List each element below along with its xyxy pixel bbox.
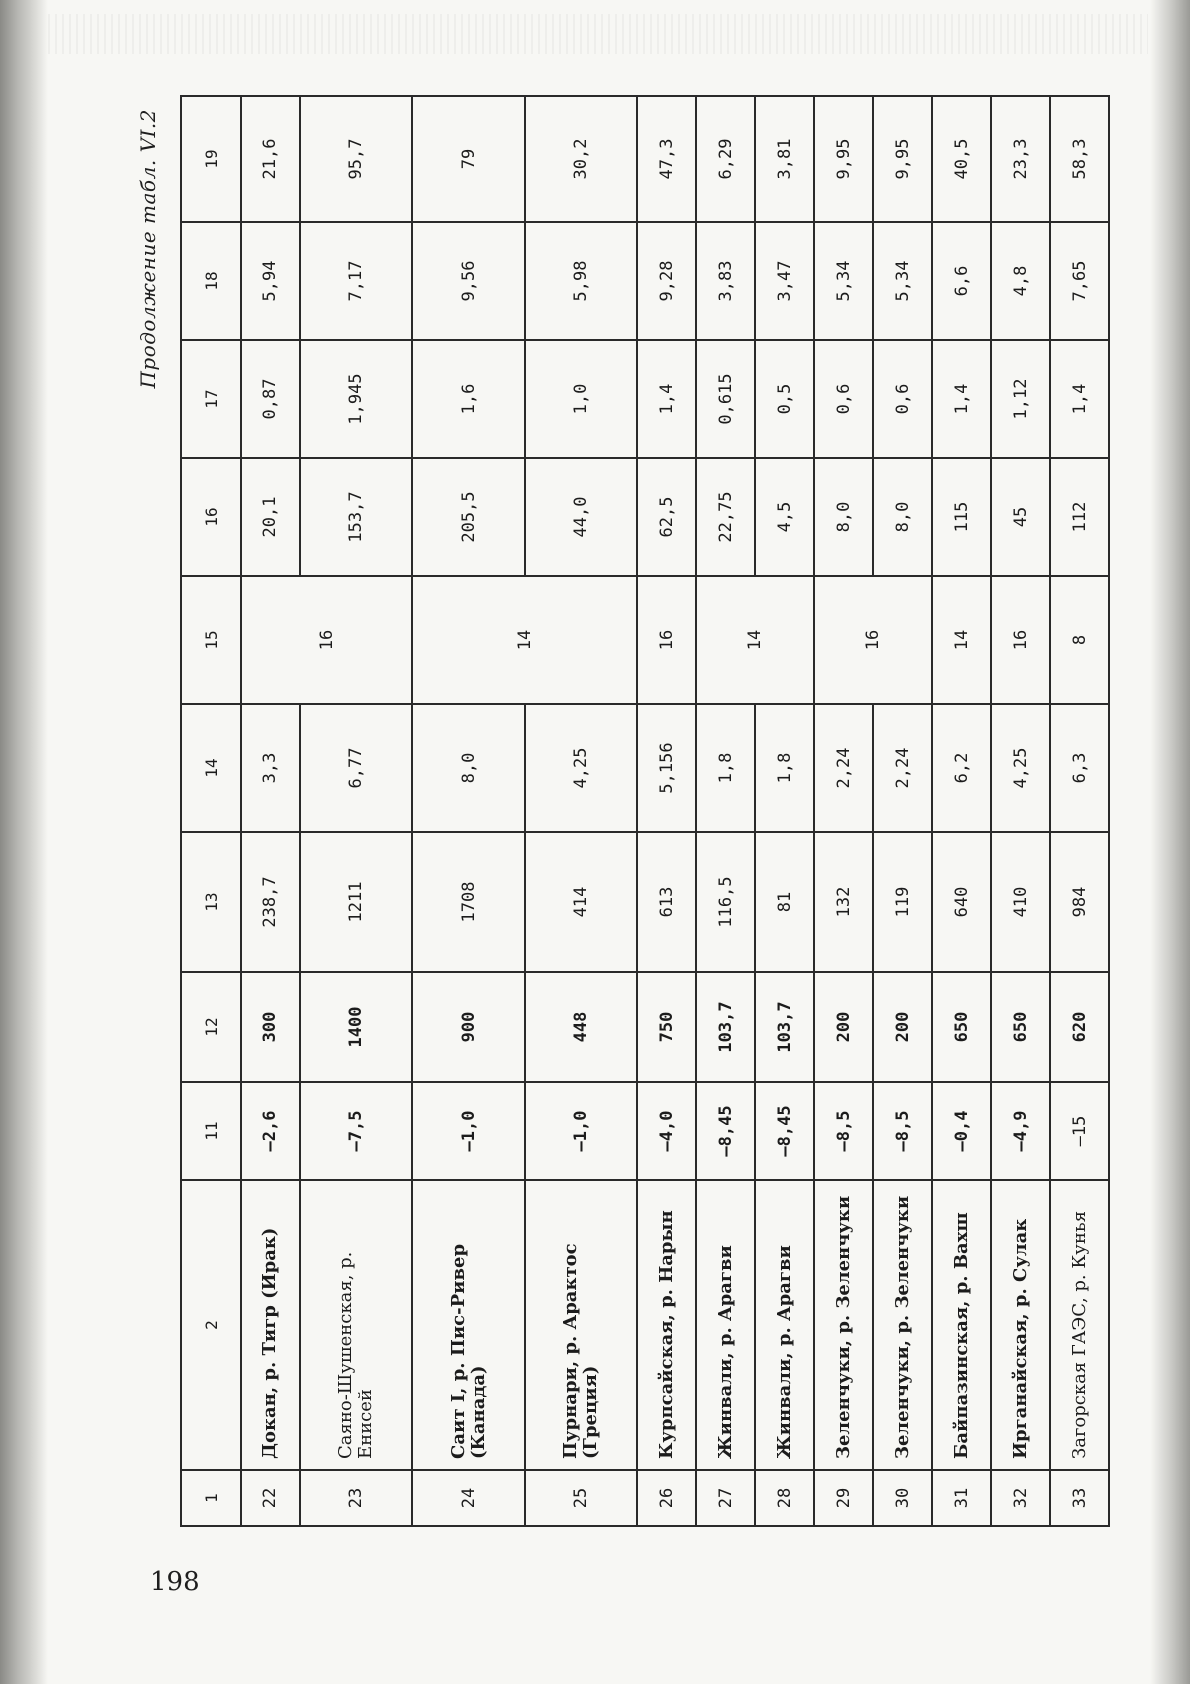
table-row bbox=[300, 96, 413, 1526]
cell-c12: 200 bbox=[873, 972, 932, 1082]
cell-c16: 62,5 bbox=[637, 458, 696, 576]
cell-c16: 115 bbox=[932, 458, 991, 576]
cell-c11: —2,6 bbox=[241, 1082, 300, 1180]
cell-c11: —1,0 bbox=[412, 1082, 525, 1180]
cell-c16: 8,0 bbox=[814, 458, 873, 576]
cell-c12: 900 bbox=[412, 972, 525, 1082]
cell-c17: 0,615 bbox=[696, 340, 755, 458]
cell-c17: 0,5 bbox=[755, 340, 814, 458]
cell-c18: 7,65 bbox=[1050, 222, 1109, 340]
station-name: Зеленчуки, р. Зеленчуки bbox=[814, 1180, 873, 1470]
cell-c19: 47,3 bbox=[637, 96, 696, 222]
station-name: Саяно-Шушенская, р. Енисей bbox=[300, 1180, 413, 1470]
cell-c19: 9,95 bbox=[814, 96, 873, 222]
cell-c19: 30,2 bbox=[525, 96, 638, 222]
cell-c17: 1,6 bbox=[412, 340, 525, 458]
cell-c16: 4,5 bbox=[755, 458, 814, 576]
cell-c12: 650 bbox=[932, 972, 991, 1082]
cell-c17: 0,6 bbox=[814, 340, 873, 458]
cell-c12: 300 bbox=[241, 972, 300, 1082]
table-row bbox=[932, 96, 991, 1526]
cell-c18: 5,98 bbox=[525, 222, 638, 340]
cell-c17: 0,6 bbox=[873, 340, 932, 458]
cell-c16: 45 bbox=[991, 458, 1050, 576]
cell-c14: 4,25 bbox=[991, 704, 1050, 832]
cell-c13: 238,7 bbox=[241, 832, 300, 972]
cell-c14: 1,8 bbox=[755, 704, 814, 832]
column-header: 18 bbox=[181, 222, 241, 340]
header-row bbox=[181, 96, 241, 1526]
cell-c17: 0,87 bbox=[241, 340, 300, 458]
table-row bbox=[991, 96, 1050, 1526]
cell-c12: 200 bbox=[814, 972, 873, 1082]
station-name: Зеленчуки, р. Зеленчуки bbox=[873, 1180, 932, 1470]
cell-c18: 4,8 bbox=[991, 222, 1050, 340]
station-name: Докан, р. Тигр (Ирак) bbox=[241, 1180, 300, 1470]
cell-c19: 23,3 bbox=[991, 96, 1050, 222]
cell-c15: 16 bbox=[991, 576, 1050, 704]
cell-c16: 44,0 bbox=[525, 458, 638, 576]
cell-c17: 1,4 bbox=[932, 340, 991, 458]
scan-noise bbox=[48, 14, 1148, 54]
data-table bbox=[180, 95, 1110, 1527]
table-row bbox=[873, 96, 932, 1526]
column-header: 17 bbox=[181, 340, 241, 458]
table-row bbox=[637, 96, 696, 1526]
page-number: 198 bbox=[150, 1567, 200, 1597]
station-name: Саит I, р. Пис-Ривер (Канада) bbox=[412, 1180, 525, 1470]
cell-c12: 1400 bbox=[300, 972, 413, 1082]
cell-c19: 79 bbox=[412, 96, 525, 222]
cell-c12: 750 bbox=[637, 972, 696, 1082]
cell-c15-merged: 16 bbox=[814, 576, 932, 704]
row-number: 22 bbox=[241, 1470, 300, 1526]
cell-c11: —8,45 bbox=[755, 1082, 814, 1180]
row-number: 24 bbox=[412, 1470, 525, 1526]
cell-c14: 6,77 bbox=[300, 704, 413, 832]
cell-c11: —0,4 bbox=[932, 1082, 991, 1180]
cell-c15-merged: 14 bbox=[696, 576, 814, 704]
table-row bbox=[241, 96, 300, 1526]
cell-c14: 2,24 bbox=[814, 704, 873, 832]
cell-c14: 6,3 bbox=[1050, 704, 1109, 832]
table-row bbox=[1050, 96, 1109, 1526]
cell-c15: 8 bbox=[1050, 576, 1109, 704]
cell-c13: 1211 bbox=[300, 832, 413, 972]
cell-c19: 95,7 bbox=[300, 96, 413, 222]
cell-c18: 5,34 bbox=[873, 222, 932, 340]
table-row bbox=[525, 96, 638, 1526]
column-header: 2 bbox=[181, 1180, 241, 1470]
cell-c13: 1708 bbox=[412, 832, 525, 972]
cell-c11: —15 bbox=[1050, 1082, 1109, 1180]
cell-c12: 103,7 bbox=[696, 972, 755, 1082]
cell-c14: 5,156 bbox=[637, 704, 696, 832]
cell-c13: 613 bbox=[637, 832, 696, 972]
cell-c15: 16 bbox=[637, 576, 696, 704]
cell-c17: 1,945 bbox=[300, 340, 413, 458]
cell-c18: 3,47 bbox=[755, 222, 814, 340]
cell-c13: 116,5 bbox=[696, 832, 755, 972]
cell-c11: —8,5 bbox=[873, 1082, 932, 1180]
table-row bbox=[412, 96, 525, 1526]
cell-c13: 984 bbox=[1050, 832, 1109, 972]
station-name: Пурнари, р. Арактос (Греция) bbox=[525, 1180, 638, 1470]
station-name: Байпазинская, р. Вахш bbox=[932, 1180, 991, 1470]
row-number: 23 bbox=[300, 1470, 413, 1526]
cell-c14: 3,3 bbox=[241, 704, 300, 832]
cell-c11: —8,45 bbox=[696, 1082, 755, 1180]
cell-c13: 119 bbox=[873, 832, 932, 972]
cell-c16: 205,5 bbox=[412, 458, 525, 576]
cell-c18: 9,28 bbox=[637, 222, 696, 340]
cell-c18: 5,94 bbox=[241, 222, 300, 340]
cell-c17: 1,4 bbox=[1050, 340, 1109, 458]
page-edge-shadow bbox=[1150, 0, 1190, 1684]
cell-c13: 410 bbox=[991, 832, 1050, 972]
row-number: 26 bbox=[637, 1470, 696, 1526]
column-header: 13 bbox=[181, 832, 241, 972]
cell-c12: 448 bbox=[525, 972, 638, 1082]
row-number: 30 bbox=[873, 1470, 932, 1526]
cell-c17: 1,0 bbox=[525, 340, 638, 458]
cell-c12: 103,7 bbox=[755, 972, 814, 1082]
row-number: 32 bbox=[991, 1470, 1050, 1526]
cell-c13: 132 bbox=[814, 832, 873, 972]
cell-c11: —4,0 bbox=[637, 1082, 696, 1180]
cell-c19: 3,81 bbox=[755, 96, 814, 222]
row-number: 31 bbox=[932, 1470, 991, 1526]
row-number: 29 bbox=[814, 1470, 873, 1526]
cell-c15-merged: 16 bbox=[241, 576, 412, 704]
cell-c18: 9,56 bbox=[412, 222, 525, 340]
cell-c18: 3,83 bbox=[696, 222, 755, 340]
table-row bbox=[696, 96, 755, 1526]
cell-c18: 6,6 bbox=[932, 222, 991, 340]
row-number: 33 bbox=[1050, 1470, 1109, 1526]
cell-c19: 6,29 bbox=[696, 96, 755, 222]
cell-c13: 414 bbox=[525, 832, 638, 972]
cell-c15: 14 bbox=[932, 576, 991, 704]
column-header: 12 bbox=[181, 972, 241, 1082]
rotated-table-area bbox=[136, 97, 1110, 1527]
cell-c18: 5,34 bbox=[814, 222, 873, 340]
cell-c13: 81 bbox=[755, 832, 814, 972]
table-landscape bbox=[136, 97, 1110, 1527]
cell-c16: 20,1 bbox=[241, 458, 300, 576]
table-row bbox=[814, 96, 873, 1526]
binding-shadow bbox=[0, 0, 48, 1684]
cell-c14: 2,24 bbox=[873, 704, 932, 832]
cell-c19: 40,5 bbox=[932, 96, 991, 222]
row-number: 28 bbox=[755, 1470, 814, 1526]
cell-c14: 1,8 bbox=[696, 704, 755, 832]
cell-c16: 153,7 bbox=[300, 458, 413, 576]
station-name: Жинвали, р. Арагви bbox=[696, 1180, 755, 1470]
station-name: Жинвали, р. Арагви bbox=[755, 1180, 814, 1470]
cell-c14: 4,25 bbox=[525, 704, 638, 832]
table-caption: Продолжение табл. VI.2 bbox=[136, 109, 160, 389]
column-header: 1 bbox=[181, 1470, 241, 1526]
station-name: Ирганайская, р. Сулак bbox=[991, 1180, 1050, 1470]
station-name: Курпсайская, р. Нарын bbox=[637, 1180, 696, 1470]
cell-c16: 112 bbox=[1050, 458, 1109, 576]
station-name: Загорская ГАЭС, р. Кунья bbox=[1050, 1180, 1109, 1470]
cell-c11: —4,9 bbox=[991, 1082, 1050, 1180]
cell-c11: —1,0 bbox=[525, 1082, 638, 1180]
cell-c14: 6,2 bbox=[932, 704, 991, 832]
cell-c18: 7,17 bbox=[300, 222, 413, 340]
cell-c16: 22,75 bbox=[696, 458, 755, 576]
column-header: 11 bbox=[181, 1082, 241, 1180]
cell-c17: 1,4 bbox=[637, 340, 696, 458]
cell-c14: 8,0 bbox=[412, 704, 525, 832]
table-row bbox=[755, 96, 814, 1526]
cell-c13: 640 bbox=[932, 832, 991, 972]
cell-c12: 620 bbox=[1050, 972, 1109, 1082]
cell-c19: 9,95 bbox=[873, 96, 932, 222]
cell-c19: 58,3 bbox=[1050, 96, 1109, 222]
cell-c17: 1,12 bbox=[991, 340, 1050, 458]
column-header: 19 bbox=[181, 96, 241, 222]
cell-c15-merged: 14 bbox=[412, 576, 637, 704]
cell-c19: 21,6 bbox=[241, 96, 300, 222]
cell-c11: —7,5 bbox=[300, 1082, 413, 1180]
column-header: 16 bbox=[181, 458, 241, 576]
column-header: 15 bbox=[181, 576, 241, 704]
cell-c12: 650 bbox=[991, 972, 1050, 1082]
column-header: 14 bbox=[181, 704, 241, 832]
row-number: 27 bbox=[696, 1470, 755, 1526]
cell-c11: —8,5 bbox=[814, 1082, 873, 1180]
row-number: 25 bbox=[525, 1470, 638, 1526]
cell-c16: 8,0 bbox=[873, 458, 932, 576]
